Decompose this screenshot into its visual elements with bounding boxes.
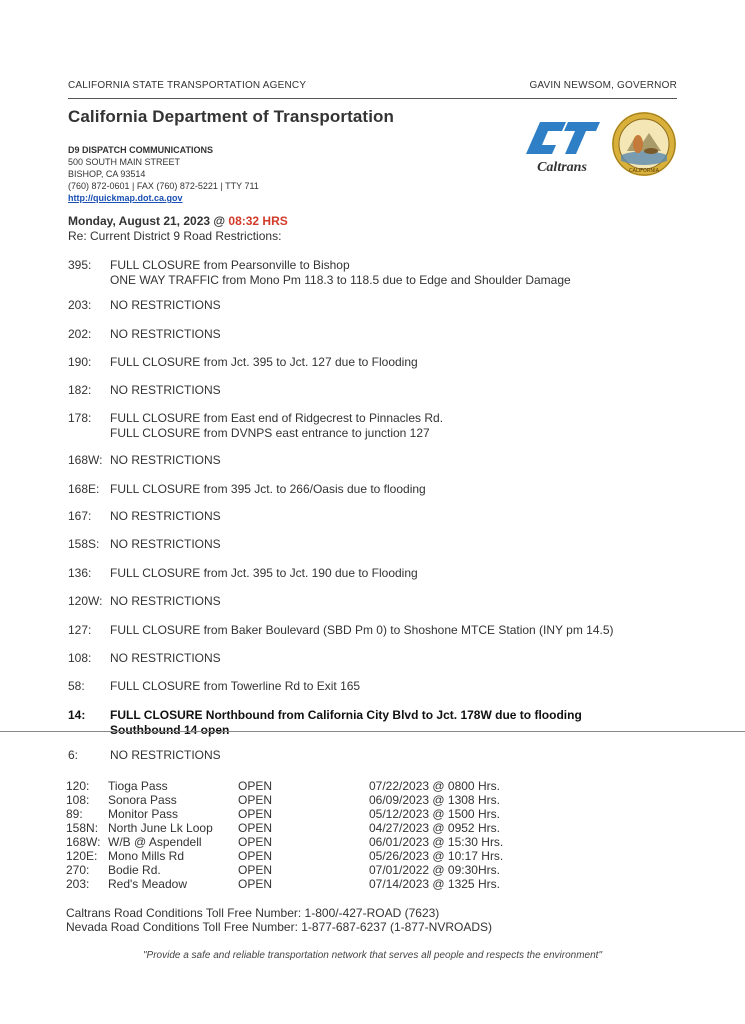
route-restriction-line: FULL CLOSURE from Towerline Rd to Exit 165 [110,679,361,693]
route-description [110,509,221,524]
pass-open-date: 07/22/2023 @ 0800 Hrs. [369,779,500,793]
route-description [110,383,221,398]
pass-route: 120: [66,779,90,793]
route-description [110,453,221,468]
pass-open-date: 04/27/2023 @ 0952 Hrs. [369,821,500,835]
caltrans-logo [522,118,602,178]
route-restriction-line: FULL CLOSURE from East end of Ridgecrest to Pinnacles Rd. [110,411,444,425]
route-number: 127: [68,623,92,637]
governor-name: GAVIN NEWSOM, GOVERNOR [529,80,677,91]
route-number: 168W: [68,453,103,467]
route-description [110,327,221,342]
route-number: 190: [68,355,92,369]
route-description [110,594,221,609]
pass-name: Red's Meadow [108,877,187,891]
pass-route: 108: [66,793,90,807]
route-description [110,258,571,288]
route-restriction-line: FULL CLOSURE from DVNPS east entrance to junction 127 [110,426,430,440]
route-number: 202: [68,327,92,341]
route-number: 158S: [68,537,100,551]
route-restriction-line: Southbound 14 open [110,723,230,737]
pass-route: 120E: [66,849,98,863]
route-description [110,482,426,497]
route-description [110,355,418,370]
route-number: 136: [68,566,92,580]
pass-open-date: 06/09/2023 @ 1308 Hrs. [369,793,500,807]
route-restriction-line: NO RESTRICTIONS [110,298,221,312]
route-number: 395: [68,258,92,272]
route-restriction-line: NO RESTRICTIONS [110,537,221,551]
pass-status: OPEN [238,807,273,821]
pass-status: OPEN [238,821,273,835]
route-number: 178: [68,411,92,425]
quickmap-link[interactable]: http://quickmap.dot.ca.gov [68,193,183,203]
pass-name: W/B @ Aspendell [108,835,202,849]
route-description [110,411,443,441]
route-number: 6: [68,748,79,762]
pass-open-date: 05/26/2023 @ 10:17 Hrs. [369,849,504,863]
route-description [110,566,418,581]
seal-text: CALIFORNIA [628,168,660,174]
route-restriction-line: FULL CLOSURE from Pearsonville to Bishop [110,258,350,272]
route-restriction-line: NO RESTRICTIONS [110,453,221,467]
pass-status: OPEN [238,877,273,891]
california-seal [611,111,677,177]
pass-name: Mono Mills Rd [108,849,185,863]
agency-name: CALIFORNIA STATE TRANSPORTATION AGENCY [68,80,307,91]
route-description [110,537,221,552]
route-number: 168E: [68,482,100,496]
pass-status: OPEN [238,849,273,863]
pass-status: OPEN [238,863,273,877]
pass-name: North June Lk Loop [108,821,213,835]
route-restriction-line: ONE WAY TRAFFIC from Mono Pm 118.3 to 118.5 due to Edge and Shoulder Damage [110,273,571,287]
pass-route: 270: [66,863,90,877]
route-restriction-line: NO RESTRICTIONS [110,509,221,523]
pass-route: 89: [66,807,83,821]
pass-name: Tioga Pass [108,779,168,793]
report-time: 08:32 HRS [228,214,288,228]
pass-route: 203: [66,877,90,891]
route-number: 203: [68,298,92,312]
office-address [68,144,259,204]
route-number: 58: [68,679,85,693]
route-description [110,623,614,638]
pass-name: Bodie Rd. [108,863,161,877]
route-restriction-line: NO RESTRICTIONS [110,594,221,608]
office-name: D9 DISPATCH COMMUNICATIONS [68,145,213,155]
pass-status: OPEN [238,793,273,807]
street-address: 500 SOUTH MAIN STREET [68,157,181,167]
report-date: Monday, August 21, 2023 @ [68,214,229,228]
route-restriction-line: NO RESTRICTIONS [110,383,221,397]
mission-motto: "Provide a safe and reliable transportation network that serves all people and respects the environment" [142,950,603,961]
pass-open-date: 06/01/2023 @ 15:30 Hrs. [369,835,504,849]
route-number: 108: [68,651,92,665]
report-subject: Re: Current District 9 Road Restrictions: [68,229,282,243]
route-restriction-line: FULL CLOSURE from Baker Boulevard (SBD Pm 0) to Shoshone MTCE Station (INY pm 14.5) [110,623,614,637]
pass-open-date: 07/01/2022 @ 09:30Hrs. [369,863,500,877]
pass-name: Monitor Pass [108,807,179,821]
route-restriction-line: NO RESTRICTIONS [110,651,221,665]
route-number: 14: [68,708,86,722]
route-restriction-line: FULL CLOSURE Northbound from California City Blvd to Jct. 178W due to flooding [110,708,582,722]
pass-route: 168W: [66,835,101,849]
pass-open-date: 07/14/2023 @ 1325 Hrs. [369,877,500,891]
department-title: California Department of Transportation [68,107,394,126]
route-14-divider [0,731,745,732]
route-restriction-line: FULL CLOSURE from Jct. 395 to Jct. 190 due to Flooding [110,566,418,580]
pass-name: Sonora Pass [108,793,177,807]
route-description [110,298,221,313]
route-restriction-line: NO RESTRICTIONS [110,748,221,762]
route-restriction-line: FULL CLOSURE from Jct. 395 to Jct. 127 due to Flooding [110,355,418,369]
caltrans-toll-free: Caltrans Road Conditions Toll Free Number: 1-800/-427-ROAD (7623) [66,906,440,920]
route-description [110,679,360,694]
pass-status: OPEN [238,835,273,849]
caltrans-logo-text: Caltrans [537,160,587,175]
route-number: 120W: [68,594,103,608]
nevada-toll-free: Nevada Road Conditions Toll Free Number: 1-877-687-6237 (1-877-NVROADS) [66,920,492,934]
route-description [110,708,582,738]
header-divider [68,98,677,99]
route-restriction-line: NO RESTRICTIONS [110,327,221,341]
pass-route: 158N: [66,821,99,835]
route-number: 182: [68,383,92,397]
route-description [110,748,221,763]
pass-open-date: 05/12/2023 @ 1500 Hrs. [369,807,500,821]
pass-status: OPEN [238,779,273,793]
report-dateline [68,214,288,228]
phone-numbers: (760) 872-0601 | FAX (760) 872-5221 | TTY 711 [68,181,259,191]
route-description [110,651,221,666]
route-restriction-line: FULL CLOSURE from 395 Jct. to 266/Oasis due to flooding [110,482,426,496]
route-number: 167: [68,509,92,523]
city-state-zip: BISHOP, CA 93514 [68,169,146,179]
